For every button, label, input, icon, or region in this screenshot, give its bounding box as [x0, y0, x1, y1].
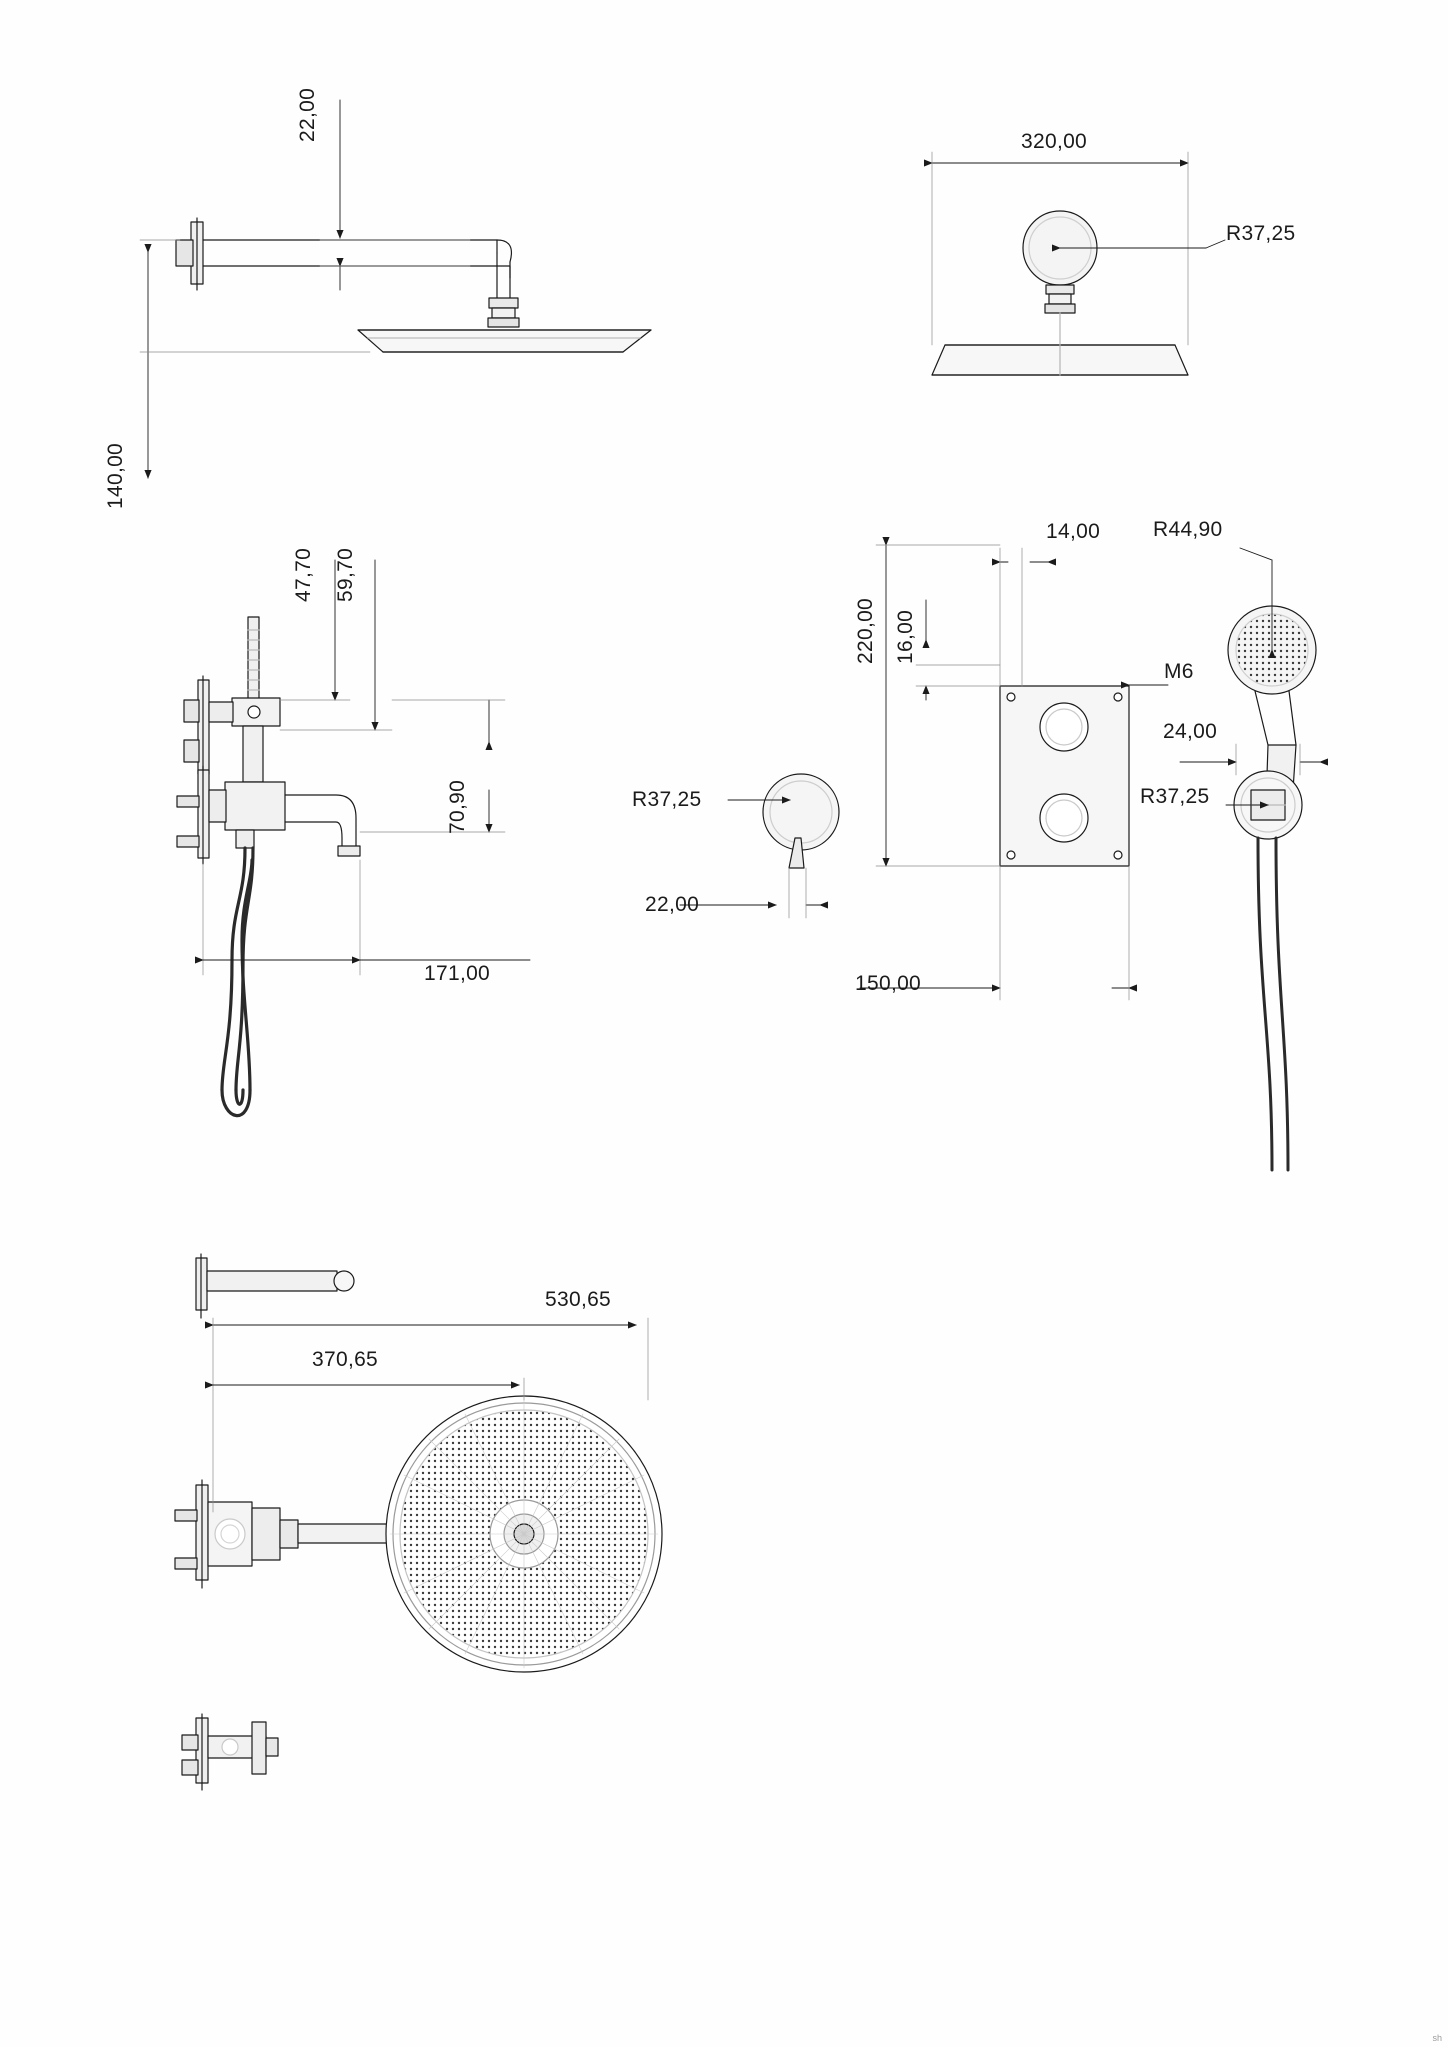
dim-r3725-top: R37,25: [1226, 222, 1296, 245]
dim-7090: 70,90: [446, 779, 469, 834]
view-bath-mixer: [177, 560, 530, 1116]
dim-m6: M6: [1164, 660, 1194, 683]
dim-53065: 530,65: [545, 1288, 612, 1311]
dim-320: 320,00: [1021, 130, 1088, 153]
view-rain-shower-arm-front: [932, 152, 1225, 375]
dim-22-left: 22,00: [645, 893, 700, 916]
view-rain-head-plan: [175, 1254, 662, 1672]
dim-150: 150,00: [855, 972, 922, 995]
view-hand-shower: [1180, 548, 1320, 1170]
view-wall-union-detail: [182, 1714, 278, 1790]
dim-24: 24,00: [1163, 720, 1218, 743]
view-concealed-handle: [680, 774, 839, 918]
dim-r4490: R44,90: [1153, 518, 1223, 541]
dim-r3725-left: R37,25: [632, 788, 702, 811]
dim-r3725-right: R37,25: [1140, 785, 1210, 808]
dim-5970: 59,70: [334, 547, 357, 602]
dim-220: 220,00: [854, 597, 877, 664]
dim-22-top: 22,00: [296, 87, 319, 142]
dim-171: 171,00: [424, 962, 491, 985]
view-rain-shower-arm-side: [140, 100, 651, 478]
dim-37065: 370,65: [312, 1348, 379, 1371]
dim-14: 14,00: [1046, 520, 1101, 543]
dim-4770: 47,70: [292, 547, 315, 602]
dim-16: 16,00: [894, 609, 917, 664]
corner-mark: sh: [1432, 2033, 1442, 2043]
dim-140: 140,00: [104, 442, 127, 509]
